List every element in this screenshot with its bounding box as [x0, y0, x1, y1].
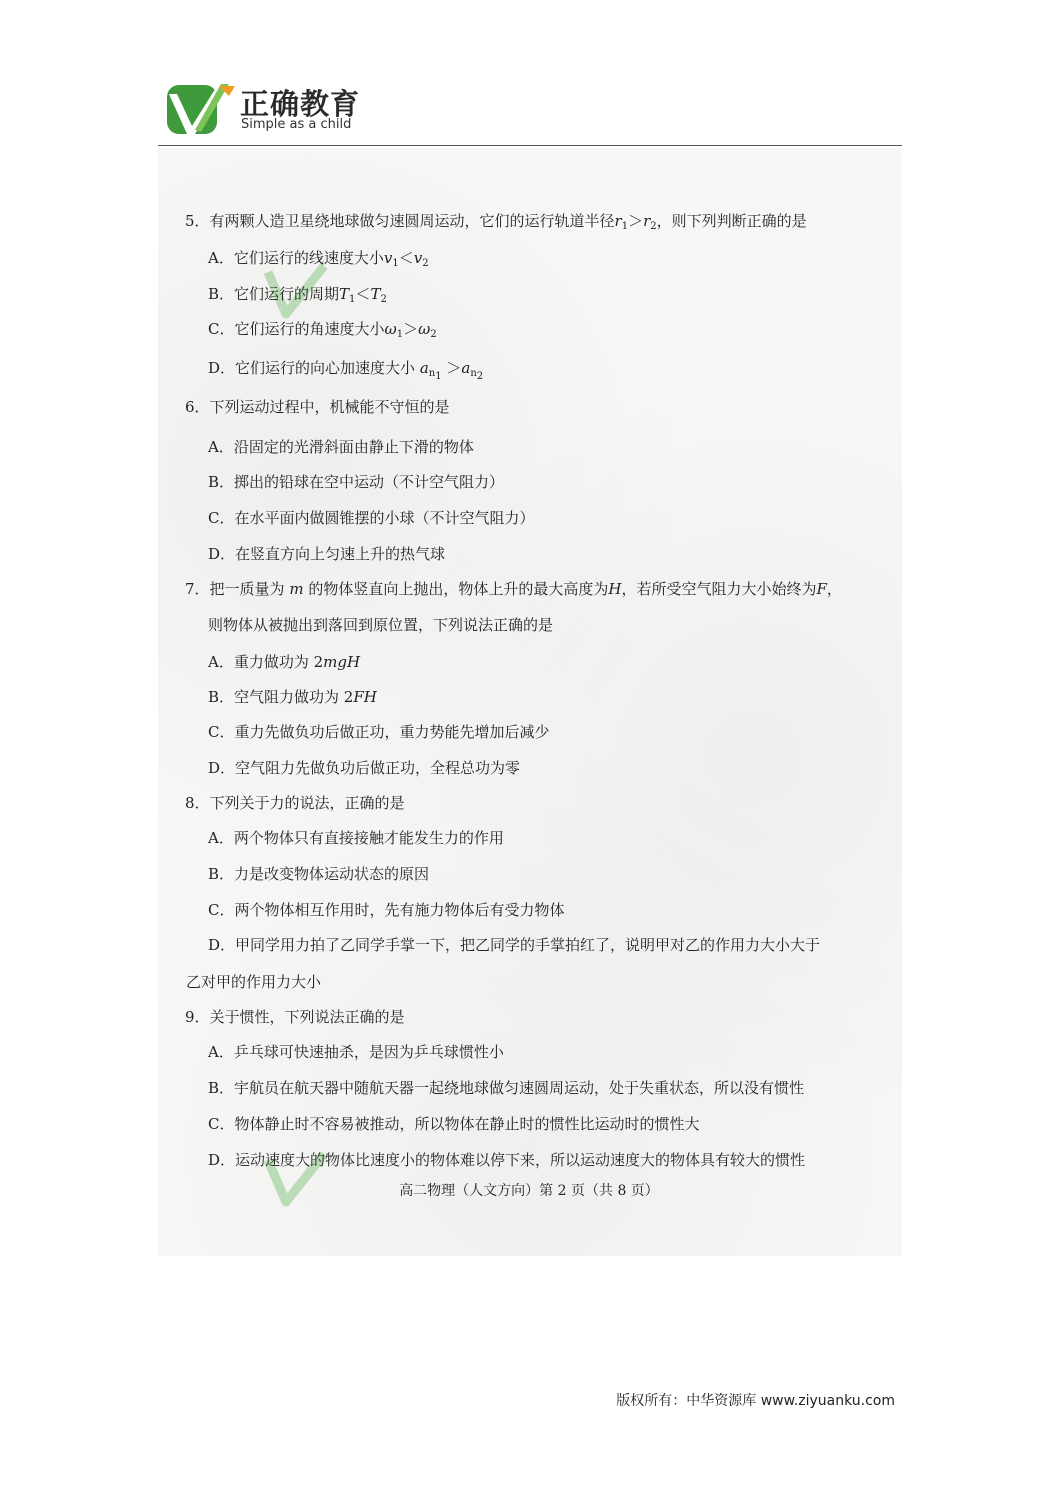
question-6-option-b: B．掷出的铅球在空中运动（不计空气阻力）: [208, 473, 505, 491]
question-9-option-a: A．乒乓球可快速抽杀，是因为乒乓球惯性小: [208, 1043, 504, 1061]
question-7-option-b: B．空气阻力做功为 2FH: [208, 688, 377, 706]
logo-subtitle: Simple as a child: [241, 117, 352, 132]
question-8-option-d: D．甲同学用力拍了乙同学手掌一下，把乙同学的手掌拍红了，说明甲对乙的作用力大小大于: [208, 936, 821, 954]
question-7-stem: 7．把一质量为 m 的物体竖直向上抛出，物体上升的最大高度为H，若所受空气阻力大小始终为F，: [185, 580, 842, 598]
page-number-footer: 高二物理（人文方向）第 2 页（共 8 页）: [399, 1183, 659, 1199]
question-9-option-b: B．宇航员在航天器中随航天器一起绕地球做匀速圆周运动，处于失重状态，所以没有惯性: [208, 1079, 805, 1097]
question-7-option-c: C．重力先做负功后做正功，重力势能先增加后减少: [208, 723, 550, 741]
question-6-option-a: A．沿固定的光滑斜面由静止下滑的物体: [208, 438, 474, 456]
question-8-option-a: A．两个物体只有直接接触才能发生力的作用: [208, 829, 504, 847]
question-8-option-c: C．两个物体相互作用时，先有施力物体后有受力物体: [208, 901, 565, 919]
header-divider: [158, 145, 902, 146]
question-9-stem: 9．关于惯性，下列说法正确的是: [185, 1008, 405, 1026]
question-8-stem: 8．下列关于力的说法，正确的是: [185, 794, 405, 812]
question-9-option-d: D．运动速度大的物体比速度小的物体难以停下来，所以运动速度大的物体具有较大的惯性: [208, 1151, 806, 1169]
logo-title: 正确教育: [240, 87, 361, 121]
question-9-option-c: C．物体静止时不容易被推动，所以物体在静止时的惯性比运动时的惯性大: [208, 1115, 700, 1133]
logo: [165, 80, 465, 140]
question-5-stem: 5．有两颗人造卫星绕地球做匀速圆周运动，它们的运行轨道半径$r_1>r_2$，则下列判断正确的是: [185, 212, 807, 232]
question-7-option-a: A．重力做功为 2mgH: [208, 653, 361, 671]
logo-mark-icon: [165, 82, 237, 136]
question-8-option-d-continued: 乙对甲的作用力大小: [186, 973, 322, 991]
question-5-option-a: A．它们运行的线速度大小$v_1<v_2$: [208, 249, 429, 269]
question-6-option-d: D．在竖直方向上匀速上升的热气球: [208, 545, 446, 563]
question-6-option-c: C．在水平面内做圆锥摆的小球（不计空气阻力）: [208, 509, 535, 527]
copyright-notice: 版权所有：中华资源库 www.ziyuanku.com: [616, 1393, 895, 1409]
question-5-option-c: C．它们运行的角速度大小$\omega_1>\omega_2$: [208, 320, 437, 340]
question-7-option-d: D．空气阻力先做负功后做正功，全程总功为零: [208, 759, 521, 777]
question-6-stem: 6．下列运动过程中，机械能不守恒的是: [185, 398, 450, 416]
question-5-option-d: D．它们运行的向心加速度大小 $a_{n_1} >a_{n_2}$: [208, 359, 484, 382]
question-7-stem-continued: 则物体从被抛出到落回到原位置，下列说法正确的是: [208, 616, 554, 634]
question-5-option-b: B．它们运行的周期$T_1<T_2$: [208, 285, 387, 305]
question-8-option-b: B．力是改变物体运动状态的原因: [208, 865, 430, 883]
